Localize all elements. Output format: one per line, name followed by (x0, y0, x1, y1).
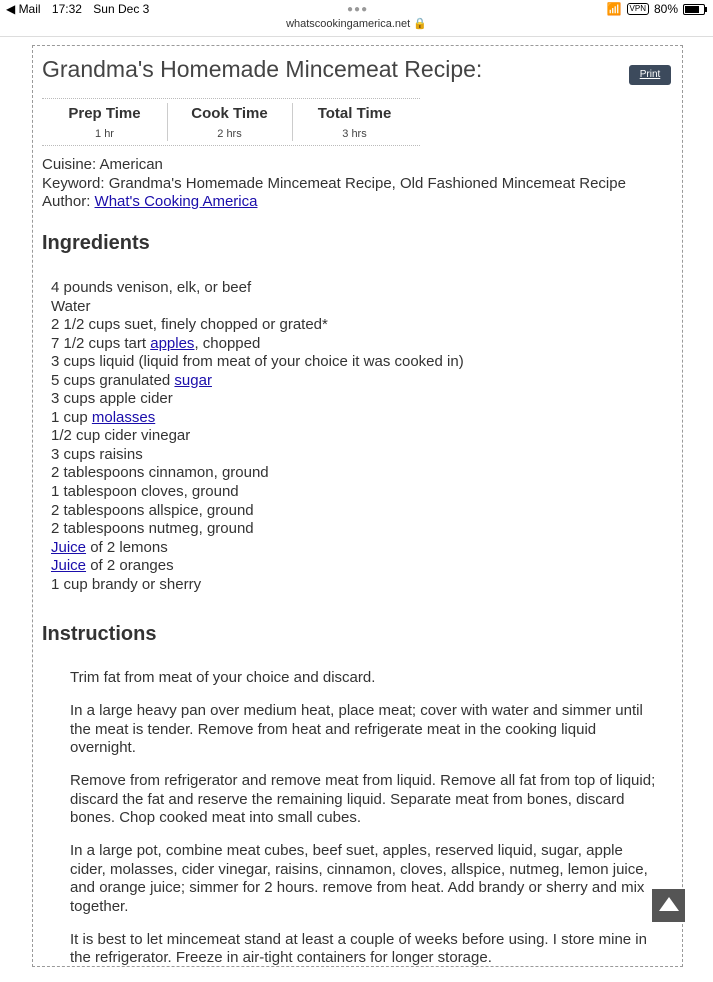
ingredient-item (51, 576, 464, 595)
battery-percent: 80% (653, 2, 678, 16)
url-text[interactable]: whatscookingamerica.net 🔒 (286, 18, 427, 30)
ingredients-list (51, 279, 464, 594)
author-link[interactable]: What's Cooking America (94, 193, 258, 210)
print-button[interactable]: Print (629, 65, 671, 85)
instructions-list (70, 669, 660, 982)
ingredient-item (51, 335, 464, 354)
ingredient-link[interactable]: molasses (91, 408, 156, 426)
ingredient-text: 1 tablespoon cloves, ground (51, 483, 239, 501)
total-time-value: 3 hrs (342, 128, 367, 140)
ingredient-item (51, 427, 464, 446)
scroll-to-top-button[interactable] (652, 889, 685, 922)
recipe-card (32, 45, 683, 967)
prep-time-value: 1 hr (95, 128, 114, 140)
ingredient-text: 7 1/2 cups tart (51, 334, 151, 352)
keyword: Keyword: Grandma's Homemade Mincemeat Recipe, Old Fashioned Mincemeat Recipe (42, 174, 626, 192)
instruction-step: In a large heavy pan over medium heat, place meat; cover with water and simmer until the meat is tender. Remove from heat and refrigerate meat in the cooking liquid overnight. (70, 702, 643, 756)
ingredient-item (51, 502, 464, 521)
ingredient-link[interactable]: Juice (51, 538, 87, 556)
ingredient-text: 2 tablespoons nutmeg, ground (51, 520, 254, 538)
ingredient-text: 5 cups granulated (51, 371, 175, 389)
ingredient-text: Water (51, 297, 91, 315)
ingredient-item (51, 539, 464, 558)
cook-time (167, 99, 292, 145)
ingredient-item (51, 353, 464, 372)
instructions-heading: Instructions (42, 623, 157, 645)
total-time (292, 99, 417, 145)
instruction-step: In a large pot, combine meat cubes, beef suet, apples, reserved liquid, sugar, apple cider, molasses, cider vinegar, raisins, cinnamon, cloves, allspice, nutmeg, lemon juice, and orange juice; simmer for 2 hours. remove from heat. Add brandy or sherry and mix together. (70, 842, 648, 915)
recipe-times (42, 98, 420, 146)
ingredient-item (51, 298, 464, 317)
instruction-step: Remove from refrigerator and remove meat from liquid. Remove all fat from top of liquid; discard the fat and reserve the remaining liquid. Separate meat from bones, discard bones. Chop cooked meat into small cubes. (70, 772, 656, 826)
status-date: Sun Dec 3 (93, 2, 150, 16)
ingredient-text: 3 cups liquid (liquid from meat of your choice it was cooked in) (51, 353, 464, 371)
ingredient-text: 2 tablespoons cinnamon, ground (51, 464, 269, 482)
vpn-badge: VPN (627, 3, 649, 15)
ingredients-heading: Ingredients (42, 232, 150, 254)
cook-time-label: Cook Time (191, 105, 268, 122)
ingredient-item (51, 446, 464, 465)
back-to-mail-link[interactable]: ◀ Mail (6, 2, 41, 16)
ingredient-text: 2 1/2 cups suet, finely chopped or grated* (51, 316, 328, 334)
ingredient-item (51, 279, 464, 298)
instruction-step: Trim fat from meat of your choice and discard. (70, 669, 376, 686)
ingredient-item (51, 390, 464, 409)
ingredient-text: of 2 lemons (86, 538, 168, 556)
instruction-step: It is best to let mincemeat stand at least a couple of weeks before using. I store mine in the refrigerator. Freeze in air-tight containers for longer storage. (70, 930, 647, 966)
cuisine: Cuisine: American (42, 156, 163, 173)
ingredient-text: 3 cups raisins (51, 445, 143, 463)
ingredient-link[interactable]: apples (150, 334, 195, 352)
ingredient-item (51, 483, 464, 502)
prep-time (42, 99, 167, 145)
total-time-label: Total Time (317, 105, 392, 122)
author (42, 193, 626, 212)
ingredient-item (51, 464, 464, 483)
ingredient-text: 2 tablespoons allspice, ground (51, 501, 254, 519)
tab-dots[interactable]: ●●● (347, 4, 369, 15)
status-bar (0, 0, 713, 20)
ingredient-item (51, 316, 464, 335)
ingredient-item (51, 409, 464, 428)
cook-time-value: 2 hrs (217, 128, 242, 140)
ingredient-text: 1/2 cup cider vinegar (51, 427, 191, 445)
recipe-meta (42, 156, 626, 212)
ingredient-link[interactable]: sugar (174, 371, 212, 389)
ingredient-text: 1 cup (51, 408, 92, 426)
ingredient-text: of 2 oranges (86, 557, 174, 575)
ingredient-item (51, 557, 464, 576)
wifi-icon: 📶 (606, 2, 622, 16)
recipe-title: Grandma's Homemade Mincemeat Recipe: (42, 56, 483, 82)
ingredient-link[interactable]: Juice (51, 557, 87, 575)
ingredient-item (51, 372, 464, 391)
ingredient-text: 4 pounds venison, elk, or beef (51, 279, 252, 296)
battery-icon (683, 4, 705, 15)
ingredient-text: , chopped (194, 334, 261, 352)
ingredient-text: 1 cup brandy or sherry (51, 575, 202, 593)
author-prefix: Author: (42, 193, 95, 210)
prep-time-label: Prep Time (68, 105, 141, 122)
status-time: 17:32 (51, 2, 82, 16)
ingredient-item (51, 520, 464, 539)
ingredient-text: 3 cups apple cider (51, 390, 173, 408)
